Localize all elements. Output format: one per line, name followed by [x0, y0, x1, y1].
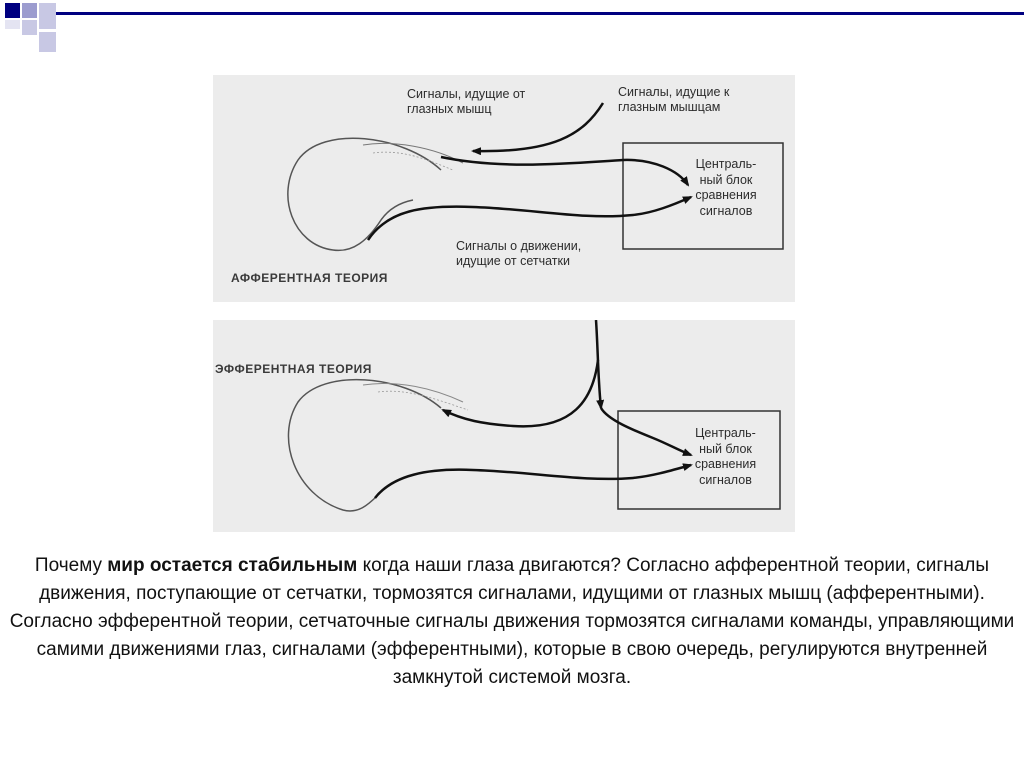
eyeball-outline — [288, 380, 441, 511]
deco-square-dark — [5, 3, 20, 18]
arrow-retina-signals — [368, 197, 691, 240]
optic-nerve-line — [363, 143, 463, 163]
slide-header-decoration — [0, 0, 1024, 60]
efferent-diagram — [213, 320, 795, 532]
optic-nerve-line — [373, 152, 453, 170]
header-rule — [56, 12, 1024, 15]
afferent-theory-title: АФФЕРЕНТНАЯ ТЕОРИЯ — [231, 271, 388, 285]
arrow-to-eye-muscles — [443, 360, 598, 426]
label-from-eye-muscles: Сигналы, идущие от глазных мышц — [407, 87, 526, 116]
central-block-label: Централь- ный блок сравнения сигналов — [694, 426, 757, 487]
label-retina-signals: Сигналы о движении, идущие от сетчатки — [456, 239, 582, 268]
optic-nerve-line — [378, 391, 468, 410]
caption-emphasis: мир остается стабильным — [107, 555, 358, 576]
arrow-retina-signals — [375, 465, 691, 498]
deco-square — [5, 20, 20, 29]
afferent-diagram — [213, 75, 795, 302]
efferent-theory-title: ЭФФЕРЕНТНАЯ ТЕОРИЯ — [215, 362, 372, 376]
deco-square — [39, 3, 56, 29]
label-to-eye-muscles: Сигналы, идущие к глазным мышцам — [618, 85, 730, 114]
deco-square — [22, 20, 37, 35]
optic-nerve-line — [363, 384, 463, 402]
deco-square — [22, 3, 37, 18]
arrow-from-eye-muscles — [441, 157, 688, 185]
central-block-label: Централь- ный блок сравнения сигналов — [695, 157, 757, 218]
deco-square — [39, 32, 56, 52]
caption-text-start: Почему — [34, 555, 108, 576]
slide-caption — [8, 552, 1016, 692]
eyeball-outline — [288, 138, 441, 250]
caption-text-rest: когда наши глаза двигаются? Согласно афферентной теории, сигналы движения, поступающие от сетчатки, тормозятся сигналами, идущими от глазных мышц (афферентными). Согласно эфферентной теории, сетчаточные сигналы движения тормозятся сигналами команды, управляющими самими движениями глаз, сигналами (эфферентными), которые в свою очередь, регулируются внутренней замкнутой системой мозга. — [9, 555, 1015, 688]
